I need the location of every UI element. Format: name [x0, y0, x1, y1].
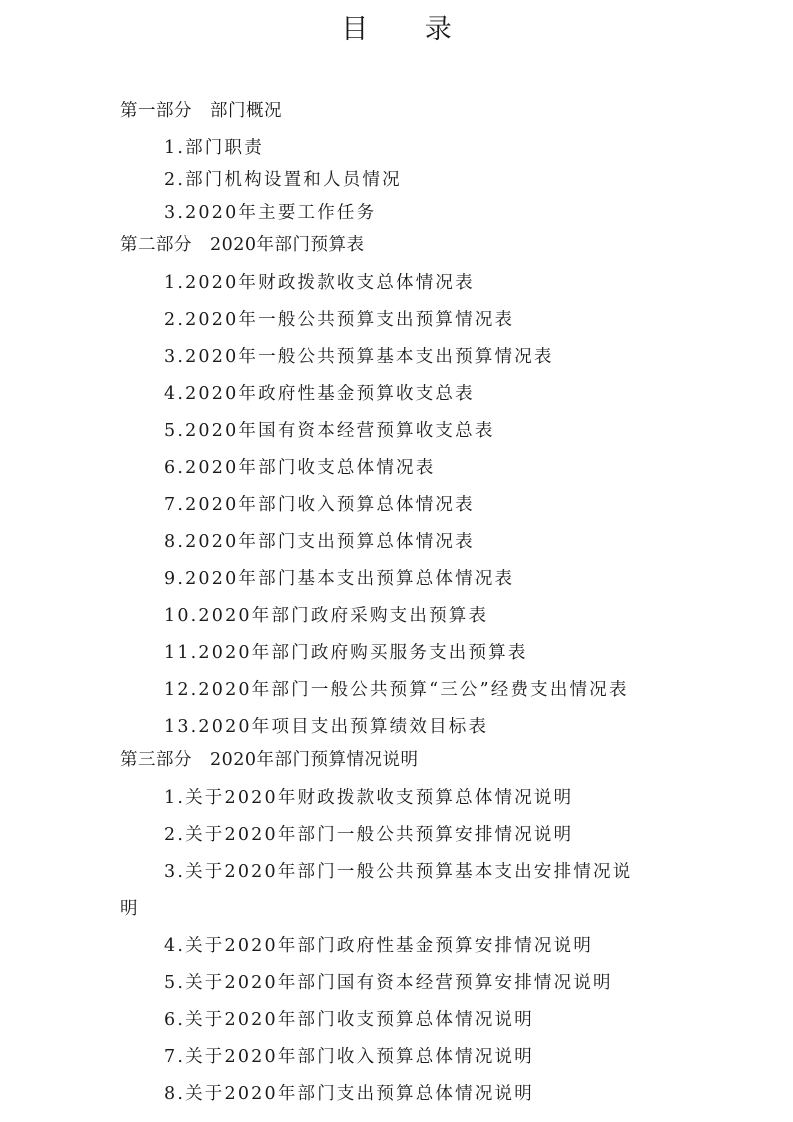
- toc-item: 5.2020年国有资本经营预算收支总表: [164, 421, 495, 441]
- toc-item: 7.关于2020年部门收入预算总体情况说明: [164, 1047, 534, 1067]
- toc-section-1: 第一部分 部门概况: [120, 101, 282, 121]
- toc-item: 12.2020年部门一般公共预算“三公”经费支出情况表: [164, 680, 629, 700]
- toc-item: 2.2020年一般公共预算支出预算情况表: [164, 310, 515, 330]
- toc-item: 6.关于2020年部门收支预算总体情况说明: [164, 1010, 534, 1030]
- toc-item: 7.2020年部门收入预算总体情况表: [164, 495, 475, 515]
- toc-item-continuation: 明: [120, 899, 140, 919]
- toc-item: 4.关于2020年部门政府性基金预算安排情况说明: [164, 936, 594, 956]
- toc-item: 3.2020年一般公共预算基本支出预算情况表: [164, 347, 554, 367]
- toc-item: 10.2020年部门政府采购支出预算表: [164, 606, 489, 626]
- toc-item: 1.部门职责: [164, 138, 264, 158]
- toc-item: 3.2020年主要工作任务: [164, 203, 377, 223]
- toc-item: 8.关于2020年部门支出预算总体情况说明: [164, 1084, 534, 1104]
- toc-item: 11.2020年部门政府购买服务支出预算表: [164, 643, 528, 663]
- toc-section-3: 第三部分 2020年部门预算情况说明: [120, 750, 419, 770]
- page-title: 目 录: [341, 14, 476, 45]
- toc-item: 3.关于2020年部门一般公共预算基本支出安排情况说: [164, 862, 633, 882]
- toc-item: 2.部门机构设置和人员情况: [164, 170, 402, 190]
- toc-item: 5.关于2020年部门国有资本经营预算安排情况说明: [164, 973, 613, 993]
- toc-item: 9.2020年部门基本支出预算总体情况表: [164, 569, 515, 589]
- toc-item: 1.关于2020年财政拨款收支预算总体情况说明: [164, 788, 574, 808]
- toc-section-2: 第二部分 2020年部门预算表: [120, 235, 365, 255]
- toc-item: 2.关于2020年部门一般公共预算安排情况说明: [164, 825, 574, 845]
- toc-item: 4.2020年政府性基金预算收支总表: [164, 384, 475, 404]
- toc-item: 1.2020年财政拨款收支总体情况表: [164, 273, 475, 293]
- toc-item: 6.2020年部门收支总体情况表: [164, 458, 436, 478]
- toc-item: 8.2020年部门支出预算总体情况表: [164, 532, 475, 552]
- toc-item: 13.2020年项目支出预算绩效目标表: [164, 717, 489, 737]
